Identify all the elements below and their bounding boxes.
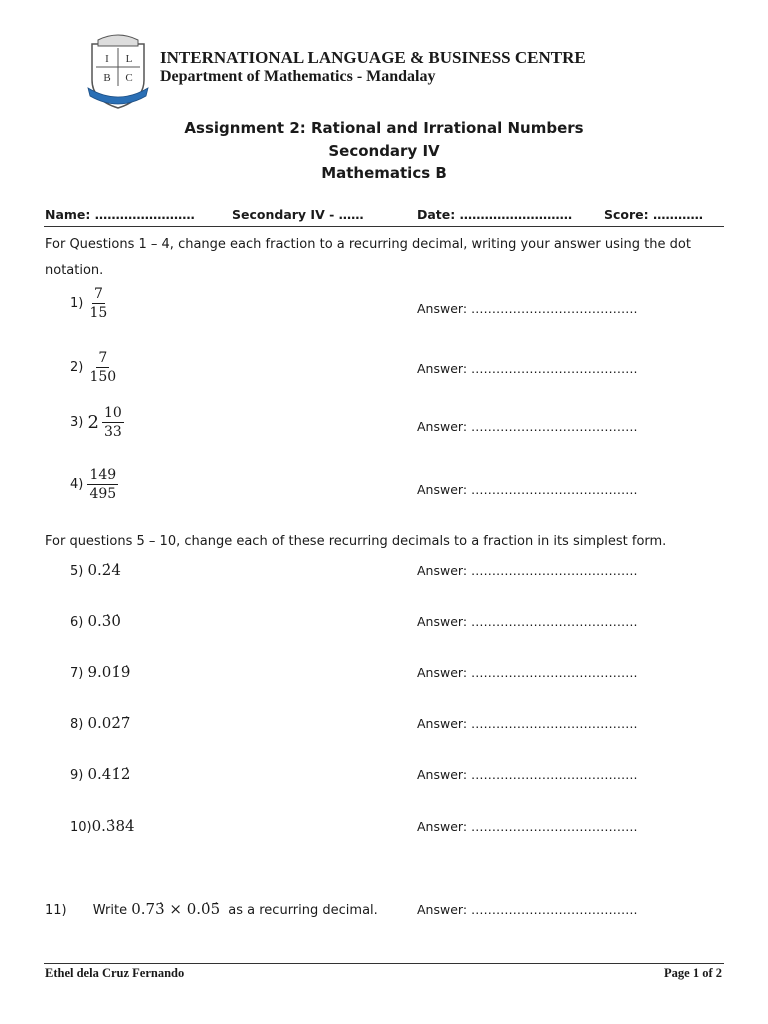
date-field: Date: ………………………: [417, 207, 573, 222]
question-11: [45, 900, 378, 918]
footer-divider: [44, 963, 724, 964]
answer-line-5: Answer: ………………………………….: [417, 563, 638, 578]
recurring-decimal: 9.01̇9̇: [87, 663, 131, 681]
logo-letter-c: C: [125, 72, 133, 84]
question-number: 10): [70, 820, 92, 835]
answer-line-11: Answer: ………………………………….: [417, 902, 638, 917]
question-prompt: Write: [92, 903, 128, 918]
footer-author: Ethel dela Cruz Fernando: [45, 966, 185, 980]
grade-title: Secondary IV: [328, 142, 440, 160]
question-number: 3): [70, 415, 84, 431]
numerator: 7: [96, 350, 109, 368]
question-number: 5): [70, 564, 84, 579]
name-field: Name: ……………………: [45, 207, 195, 222]
fraction: [87, 350, 118, 385]
answer-line-4: Answer: ………………………………….: [417, 482, 638, 497]
answer-line-3: Answer: ………………………………….: [417, 419, 638, 434]
question-9: [70, 765, 130, 783]
school-crest-logo: [84, 30, 152, 110]
question-4: [70, 467, 118, 502]
whole-number: 2: [87, 412, 99, 434]
answer-line-10: Answer: ………………………………….: [417, 819, 638, 834]
score-field: Score: …………: [604, 207, 703, 222]
question-10: [70, 817, 135, 835]
recurring-decimal: 0.41̇2̇: [87, 765, 131, 783]
answer-line-6: Answer: ………………………………….: [417, 614, 638, 629]
subject-title: Mathematics B: [321, 164, 447, 182]
section1-instruction: For Questions 1 – 4, change each fraction to a recurring decimal, writing your answer using the dot notation.: [45, 237, 691, 278]
numerator: 149: [87, 467, 118, 485]
fraction: [102, 405, 124, 440]
header-divider: [44, 226, 724, 227]
question-1: [70, 286, 109, 321]
expression: 0.73̇ × 0.0̇5̇: [131, 900, 221, 918]
recurring-decimal: 0.3̇0̇: [87, 612, 121, 630]
logo-letter-b: B: [103, 72, 111, 84]
answer-line-1: Answer: ………………………………….: [417, 301, 638, 316]
question-3: [70, 405, 124, 440]
denominator: 33: [103, 424, 122, 441]
department-name: Department of Mathematics - Mandalay: [160, 68, 436, 85]
answer-line-2: Answer: ………………………………….: [417, 361, 638, 376]
question-number: 11): [45, 903, 67, 918]
recurring-decimal: 0.02̇7̇: [87, 714, 131, 732]
recurring-decimal: 0.3̇84̇: [91, 817, 135, 835]
question-number: 7): [70, 666, 84, 681]
fraction: [87, 286, 109, 321]
denominator: 150: [89, 369, 117, 386]
numerator: 10: [102, 405, 124, 423]
class-field: Secondary IV - ……: [232, 207, 364, 222]
recurring-decimal: 0.2̇4̇: [87, 561, 121, 579]
numerator: 7: [92, 286, 105, 304]
question-6: [70, 612, 121, 630]
question-number: 9): [70, 768, 84, 783]
denominator: 15: [89, 305, 108, 322]
organization-name: INTERNATIONAL LANGUAGE & BUSINESS CENTRE: [160, 48, 586, 67]
footer-page-number: Page 1 of 2: [664, 966, 722, 980]
question-7: [70, 663, 130, 681]
assignment-title: Assignment 2: Rational and Irrational Numbers: [184, 119, 584, 137]
section2-instruction: For questions 5 – 10, change each of these recurring decimals to a fraction in its simplest form.: [45, 534, 667, 549]
question-number: 2): [70, 360, 84, 376]
question-suffix: as a recurring decimal.: [228, 903, 378, 918]
question-number: 6): [70, 615, 84, 630]
question-number: 4): [70, 477, 84, 493]
question-number: 8): [70, 717, 84, 732]
denominator: 495: [89, 486, 117, 503]
question-5: [70, 561, 121, 579]
answer-line-7: Answer: ………………………………….: [417, 665, 638, 680]
answer-line-8: Answer: ………………………………….: [417, 716, 638, 731]
answer-line-9: Answer: ………………………………….: [417, 767, 638, 782]
fraction: [87, 467, 118, 502]
logo-letter-l: L: [125, 53, 133, 65]
question-8: [70, 714, 130, 732]
question-number: 1): [70, 296, 84, 312]
question-2: [70, 350, 118, 385]
logo-letter-i: I: [105, 53, 109, 65]
